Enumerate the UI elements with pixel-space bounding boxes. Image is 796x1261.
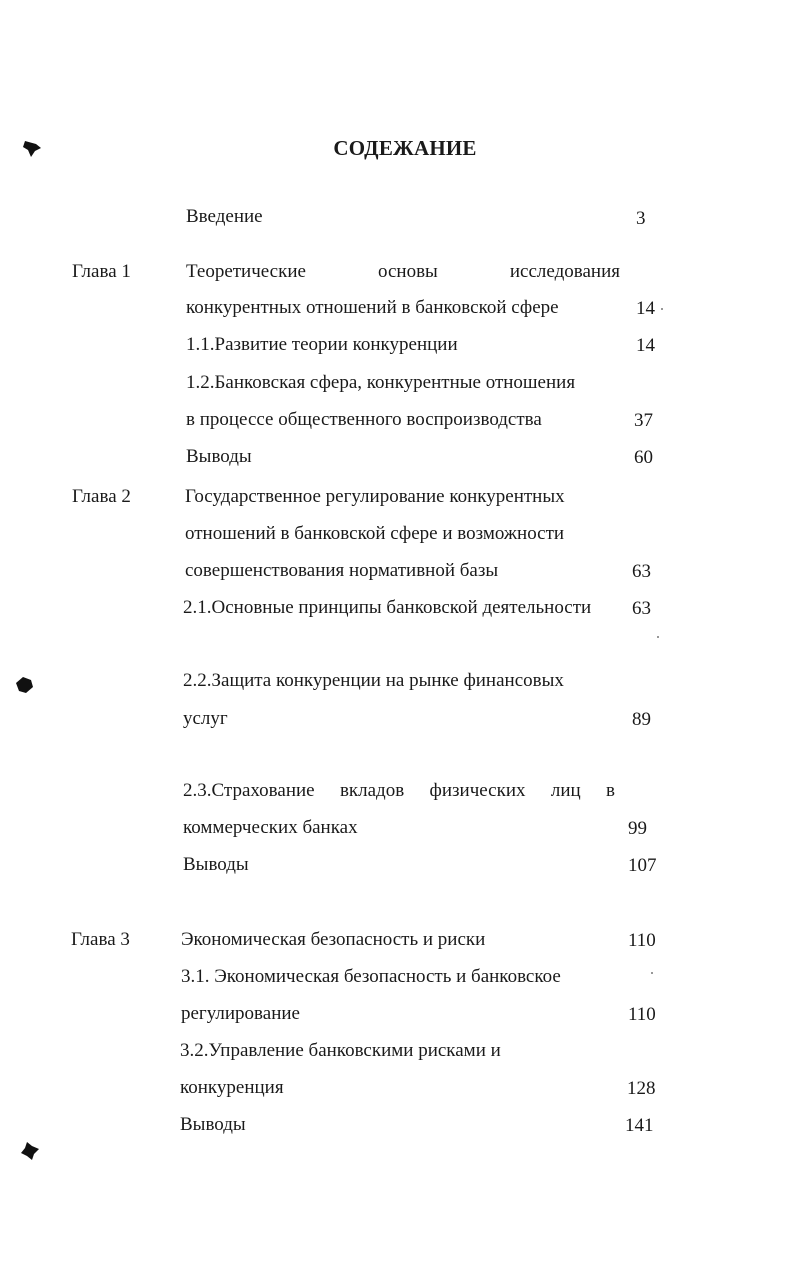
section-3-2-title-line-1: 3.2.Управление банковскими рисками и	[180, 1040, 501, 1061]
toc-intro-page: 3	[636, 208, 646, 229]
chapter-1-title-word: Теоретические	[186, 261, 306, 282]
chapter-1-title-line-2: конкурентных отношений в банковской сфере	[186, 297, 559, 318]
chapter-1-page: 14	[636, 298, 655, 319]
section-3-1-title-line-1: 3.1. Экономическая безопасность и банковское	[181, 966, 561, 987]
section-2-3-title-line-2: коммерческих банках	[183, 817, 358, 838]
section-3-1-page: 110	[628, 1004, 656, 1025]
section-2-3-title-word: лиц	[550, 780, 581, 801]
section-2-1-page: 63	[632, 598, 651, 619]
section-1-1-title: 1.1.Развитие теории конкуренции	[186, 334, 458, 355]
chapter-2-label: Глава 2	[72, 486, 131, 507]
section-1-1-page: 14	[636, 335, 655, 356]
section-2-2-page: 89	[632, 709, 651, 730]
chapter-3-page: 110	[628, 930, 656, 951]
section-2-1-title: 2.1.Основные принципы банковской деятельности	[183, 597, 592, 618]
scan-speck	[651, 972, 653, 974]
section-2-3-title-word: вкладов	[339, 780, 405, 801]
chapter-2-title-line-1: Государственное регулирование конкурентных	[185, 486, 565, 507]
chapter-3-title: Экономическая безопасность и риски	[181, 929, 486, 950]
section-1-2-title-line-1: 1.2.Банковская сфера, конкурентные отношения	[186, 372, 576, 393]
section-3-1-title-line-2: регулирование	[181, 1003, 300, 1024]
section-2-3-page: 99	[628, 818, 647, 839]
chapter-1-conclusions-page: 60	[634, 447, 653, 468]
chapter-2-page: 63	[632, 561, 651, 582]
section-2-3-title-word: в	[606, 780, 615, 801]
section-2-3-title-word: 2.3.Страхование	[183, 780, 315, 801]
section-3-2-page: 128	[627, 1078, 656, 1099]
chapter-3-conclusions-page: 141	[625, 1115, 654, 1136]
chapter-1-conclusions-label: Выводы	[186, 446, 252, 467]
section-1-2-page: 37	[634, 410, 653, 431]
punch-hole-mark	[14, 675, 34, 695]
scan-speck	[657, 636, 659, 638]
chapter-1-title-word: основы	[378, 261, 438, 282]
section-2-2-title-line-2: услуг	[183, 708, 228, 729]
page-title: СОДЕЖАНИЕ	[333, 136, 477, 160]
toc-intro-label: Введение	[186, 206, 263, 227]
section-2-3-title-word: физических	[429, 780, 526, 801]
scan-speck	[661, 308, 663, 310]
section-1-2-title-line-2: в процессе общественного воспроизводства	[186, 409, 542, 430]
section-2-2-title-line-1: 2.2.Защита конкуренции на рынке финансовых	[183, 670, 564, 691]
chapter-2-title-line-2: отношений в банковской сфере и возможности	[185, 523, 565, 544]
section-2-3-title-line-1	[183, 780, 615, 802]
chapter-1-title-word: исследования	[509, 261, 620, 282]
chapter-3-conclusions-label: Выводы	[180, 1114, 246, 1135]
chapter-2-conclusions-label: Выводы	[183, 854, 249, 875]
chapter-2-conclusions-page: 107	[628, 855, 657, 876]
chapter-2-title-line-3: совершенствования нормативной базы	[185, 560, 499, 581]
chapter-3-label: Глава 3	[71, 929, 130, 950]
section-3-2-title-line-2: конкуренция	[180, 1077, 284, 1098]
chapter-1-title-line-1	[186, 261, 620, 283]
chapter-1-label: Глава 1	[72, 261, 131, 282]
punch-hole-mark	[20, 1141, 40, 1161]
